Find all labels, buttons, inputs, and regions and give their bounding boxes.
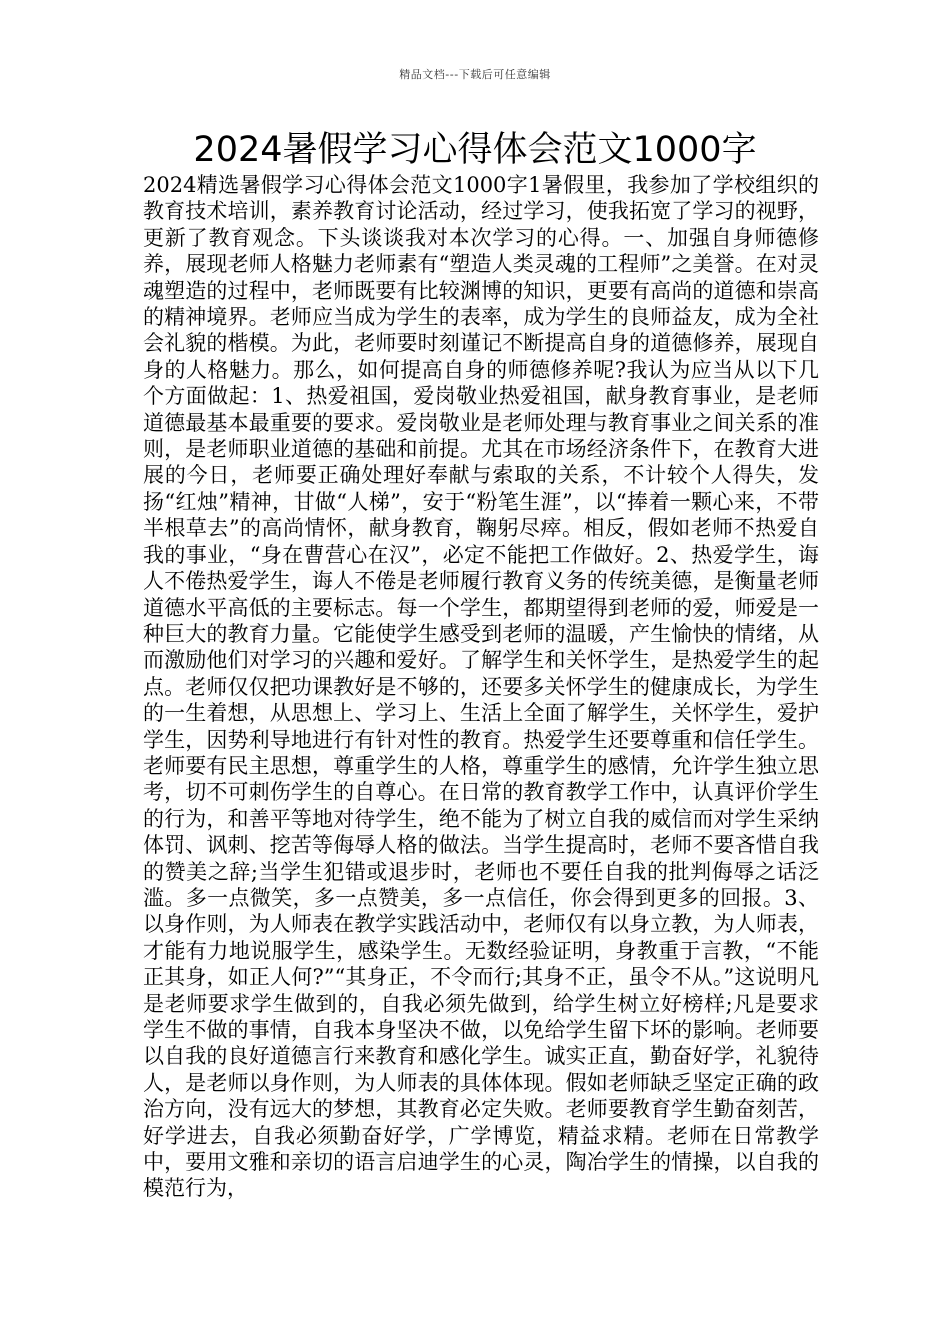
header-note: 精品文档---下载后可任意编辑	[399, 68, 551, 81]
body-paragraph: 2024精选暑假学习心得体会范文1000字1暑假里，我参加了学校组织的教育技术培训，素养教育讨论活动，经过学习，使我拓宽了学习的视野，更新了教育观念。下头谈谈我对本次学习的心得。一、加强自身师德修养，展现老师人格魅力老师素有“塑造人类灵魂的工程师”之美誉。在对灵魂塑造的过程中，老师既要有比较渊博的知识，更要有高尚的道德和崇高的精神境界。老师应当成为学生的表率，成为学生的良师益友，成为全社会礼貌的楷模。为此，老师要时刻谨记不断提高自身的道德修养，展现自身的人格魅力。那么，如何提高自身的师德修养呢?我认为应当从以下几个方面做起：1、热爱祖国，爱岗敬业热爱祖国，献身教育事业，是老师道德最基本最重要的要求。爱岗敬业是老师处理与教育事业之间关系的准则，是老师职业道德的基础和前提。尤其在市场经济条件下，在教育大进展的今日，老师要正确处理好奉献与索取的关系，不计较个人得失，发扬“红烛”精神，甘做“人梯”，安于“粉笔生涯”，以“捧着一颗心来，不带半根草去”的高尚情怀，献身教育，鞠躬尽瘁。相反，假如老师不热爱自我的事业，“身在曹营心在汉”，必定不能把工作做好。2、热爱学生，诲人不倦热爱学生，诲人不倦是老师履行教育义务的传统美德，是衡量老师道德水平高低的主要标志。每一个学生，都期望得到老师的爱，师爱是一种巨大的教育力量。它能使学生感受到老师的温暖，产生愉快的情绪，从而激励他们对学习的兴趣和爱好。了解学生和关怀学生，是热爱学生的起点。老师仅仅把功课教好是不够的，还要多关怀学生的健康成长，为学生的一生着想，从思想上、学习上、生活上全面了解学生，关怀学生，爱护学生，因势利导地进行有针对性的教育。热爱学生还要尊重和信任学生。老师要有民主思想，尊重学生的人格，尊重学生的感情，允许学生独立思考，切不可刺伤学生的自尊心。在日常的教育教学工作中，认真评价学生的行为，和善平等地对待学生，绝不能为了树立自我的威信而对学生采纳体罚、讽刺、挖苦等侮辱人格的做法。当学生提高时，老师不要吝惜自我的赞美之辞;当学生犯错或退步时，老师也不要任自我的批判侮辱之话泛滥。多一点微笑，多一点赞美，多一点信任，你会得到更多的回报。3、以身作则，为人师表在教学实践活动中，老师仅有以身立教，为人师表，才能有力地说服学生，感染学生。无数经验证明，身教重于言教，“不能正其身，如正人何?”“其身正，不令而行;其身不正，虽令不从。”这说明凡是老师要求学生做到的，自我必须先做到，给学生树立好榜样;凡是要求学生不做的事情，自我本身坚决不做，以免给学生留下坏的影响。老师要以自我的良好道德言行来教育和感化学生。诚实正直，勤奋好学，礼貌待人，是老师以身作则，为人师表的具体体现。假如老师缺乏坚定正确的政治方向，没有远大的梦想，其教育必定失败。老师要教育学生勤奋刻苦，好学进去，自我必须勤奋好学，广学博览，精益求精。老师在日常教学中，要用文雅和亲切的语言启迪学生的心灵，陶冶学生的情操，以自我的模范行为，	[143, 173, 819, 1201]
document-title: 2024暑假学习心得体会范文1000字	[193, 130, 757, 170]
